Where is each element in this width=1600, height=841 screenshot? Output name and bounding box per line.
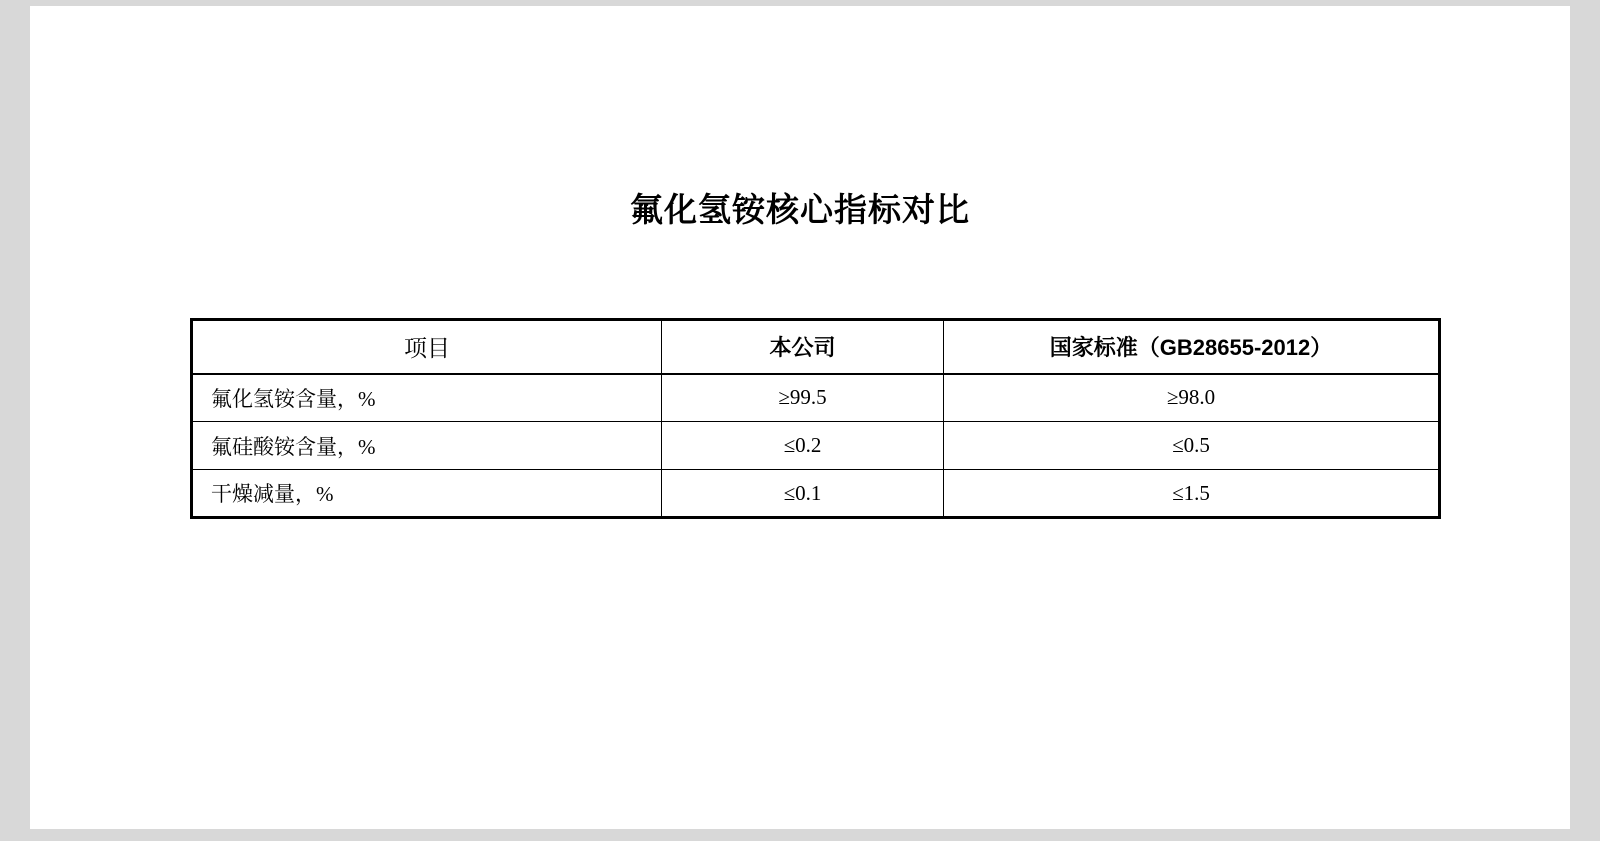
cell-item: 氟化氢铵含量，% xyxy=(192,374,662,422)
column-header-company: 本公司 xyxy=(662,320,944,374)
table-header-row xyxy=(192,320,1440,374)
cell-standard-value: ≤1.5 xyxy=(944,470,1440,518)
cell-item: 氟硅酸铵含量，% xyxy=(192,422,662,470)
comparison-table-container xyxy=(190,318,1438,519)
cell-standard-value: ≥98.0 xyxy=(944,374,1440,422)
table-body xyxy=(192,374,1440,518)
comparison-table xyxy=(190,318,1441,519)
cell-item: 干燥减量，% xyxy=(192,470,662,518)
table-row xyxy=(192,422,1440,470)
column-header-standard: 国家标准（GB28655-2012） xyxy=(944,320,1440,374)
table-row xyxy=(192,374,1440,422)
column-header-item: 项目 xyxy=(192,320,662,374)
table-row xyxy=(192,470,1440,518)
document-page xyxy=(30,6,1570,829)
cell-company-value: ≤0.1 xyxy=(662,470,944,518)
table-header xyxy=(192,320,1440,374)
cell-standard-value: ≤0.5 xyxy=(944,422,1440,470)
page-title: 氟化氢铵核心指标对比 xyxy=(630,191,970,228)
cell-company-value: ≥99.5 xyxy=(662,374,944,422)
cell-company-value: ≤0.2 xyxy=(662,422,944,470)
